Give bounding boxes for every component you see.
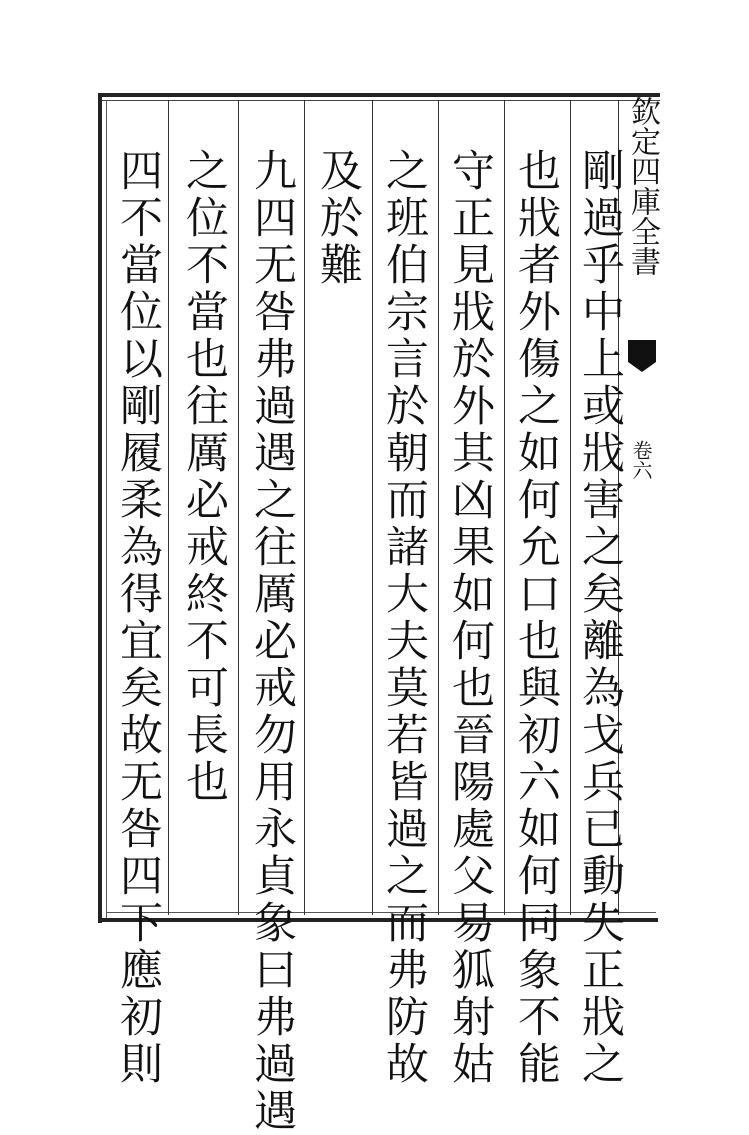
- column-divider: [504, 100, 505, 915]
- text-column-3: 守正見戕於外其凶果如何也晉陽處父易狐射姑: [445, 148, 495, 1088]
- fish-tail-mark: [628, 340, 656, 362]
- column-divider: [168, 100, 169, 915]
- text-column-4: 之班伯宗言於朝而諸大夫莫若皆過之而弗防故: [379, 148, 429, 1088]
- text-column-1: 剛過乎中上或戕害之矣離為戈兵已動失正戕之: [575, 148, 625, 1088]
- frame-top-inner-border: [100, 100, 660, 101]
- column-divider: [304, 100, 305, 915]
- frame-left-inner-border: [106, 100, 107, 920]
- text-column-8: 四不當位以剛履柔為得宜矣故无咎四下應初則: [113, 148, 163, 1088]
- text-column-2: 也戕者外傷之如何允口也與初六如何同象不能: [511, 148, 561, 1088]
- column-divider: [438, 100, 439, 915]
- column-divider: [570, 100, 571, 915]
- column-divider: [372, 100, 373, 915]
- text-column-6: 九四无咎弗過遇之往厲必戒勿用永貞象曰弗過遇: [247, 148, 297, 1135]
- column-divider: [238, 100, 239, 915]
- margin-book-title: 欽定四庫全書: [625, 96, 660, 276]
- frame-top-border: [100, 93, 660, 97]
- frame-bottom-border: [98, 918, 658, 922]
- text-column-5: 及於難: [313, 148, 363, 289]
- frame-left-border: [98, 93, 102, 923]
- text-column-7: 之位不當也往厲必戒終不可長也: [179, 148, 229, 806]
- margin-volume-label: 卷六: [629, 440, 653, 480]
